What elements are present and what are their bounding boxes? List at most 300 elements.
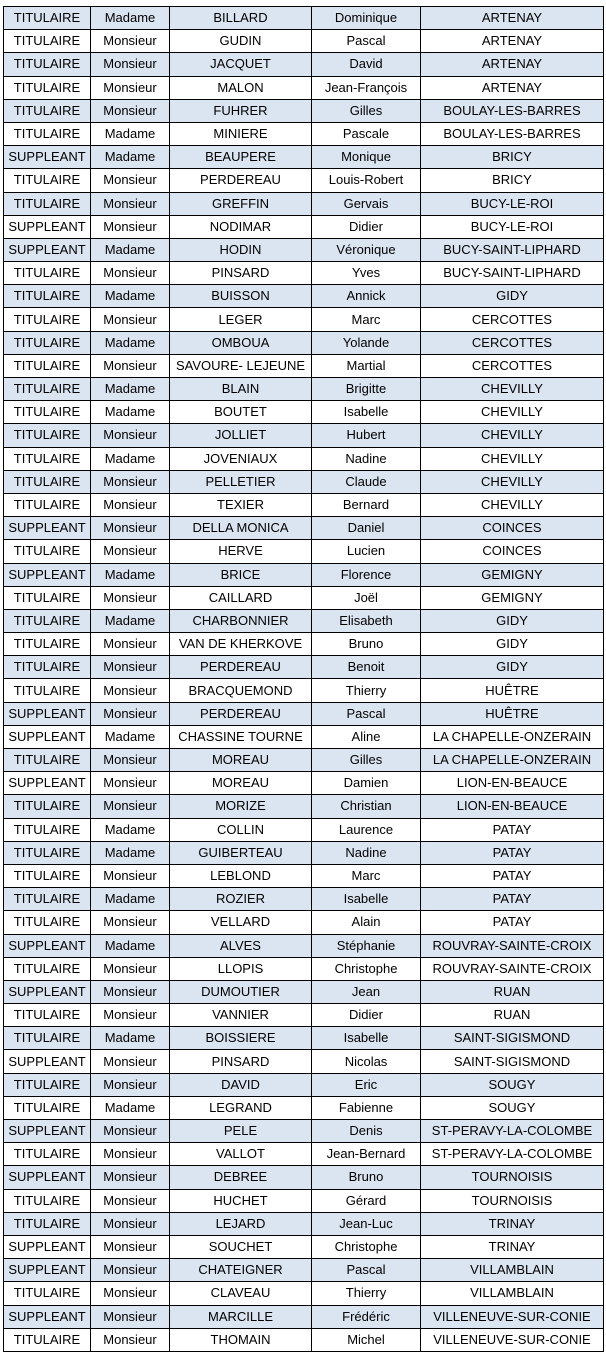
firstname-cell: Nadine: [312, 447, 421, 470]
commune-cell: ARTENAY: [421, 7, 604, 30]
civility-cell: Monsieur: [91, 424, 170, 447]
commune-cell: VILLAMBLAIN: [421, 1259, 604, 1282]
status-cell: TITULAIRE: [4, 586, 91, 609]
status-cell: TITULAIRE: [4, 1073, 91, 1096]
table-row: [4, 285, 604, 308]
surname-cell: JOLLIET: [170, 424, 312, 447]
commune-cell: SOUGY: [421, 1096, 604, 1119]
civility-cell: Madame: [91, 7, 170, 30]
table-row: [4, 122, 604, 145]
firstname-cell: Bruno: [312, 1166, 421, 1189]
firstname-cell: Fabienne: [312, 1096, 421, 1119]
surname-cell: DAVID: [170, 1073, 312, 1096]
surname-cell: BOUTET: [170, 401, 312, 424]
surname-cell: THOMAIN: [170, 1328, 312, 1351]
civility-cell: Monsieur: [91, 1282, 170, 1305]
surname-cell: CHATEIGNER: [170, 1259, 312, 1282]
civility-cell: Madame: [91, 725, 170, 748]
surname-cell: MORIZE: [170, 795, 312, 818]
status-cell: TITULAIRE: [4, 656, 91, 679]
surname-cell: CHARBONNIER: [170, 609, 312, 632]
status-cell: TITULAIRE: [4, 424, 91, 447]
civility-cell: Madame: [91, 122, 170, 145]
firstname-cell: Stéphanie: [312, 934, 421, 957]
surname-cell: CAILLARD: [170, 586, 312, 609]
civility-cell: Monsieur: [91, 1050, 170, 1073]
commune-cell: LA CHAPELLE-ONZERAIN: [421, 725, 604, 748]
surname-cell: BRICE: [170, 563, 312, 586]
status-cell: TITULAIRE: [4, 1004, 91, 1027]
civility-cell: Monsieur: [91, 99, 170, 122]
status-cell: SUPPLEANT: [4, 215, 91, 238]
firstname-cell: Elisabeth: [312, 609, 421, 632]
civility-cell: Madame: [91, 888, 170, 911]
civility-cell: Monsieur: [91, 1073, 170, 1096]
commune-cell: CHEVILLY: [421, 378, 604, 401]
table-row: [4, 609, 604, 632]
surname-cell: BEAUPERE: [170, 146, 312, 169]
commune-cell: TRINAY: [421, 1235, 604, 1258]
firstname-cell: Florence: [312, 563, 421, 586]
surname-cell: LEBLOND: [170, 864, 312, 887]
status-cell: TITULAIRE: [4, 911, 91, 934]
surname-cell: LEJARD: [170, 1212, 312, 1235]
status-cell: SUPPLEANT: [4, 146, 91, 169]
surname-cell: MOREAU: [170, 772, 312, 795]
status-cell: TITULAIRE: [4, 262, 91, 285]
commune-cell: TRINAY: [421, 1212, 604, 1235]
members-table: [3, 6, 604, 1352]
surname-cell: LLOPIS: [170, 957, 312, 980]
commune-cell: RUAN: [421, 1004, 604, 1027]
commune-cell: SAINT-SIGISMOND: [421, 1027, 604, 1050]
commune-cell: VILLAMBLAIN: [421, 1282, 604, 1305]
table-row: [4, 331, 604, 354]
status-cell: TITULAIRE: [4, 192, 91, 215]
surname-cell: BUISSON: [170, 285, 312, 308]
surname-cell: BOISSIERE: [170, 1027, 312, 1050]
firstname-cell: Pascal: [312, 1259, 421, 1282]
firstname-cell: Claude: [312, 470, 421, 493]
table-row: [4, 401, 604, 424]
status-cell: TITULAIRE: [4, 540, 91, 563]
civility-cell: Madame: [91, 378, 170, 401]
surname-cell: PINSARD: [170, 262, 312, 285]
firstname-cell: Jean-Luc: [312, 1212, 421, 1235]
commune-cell: CHEVILLY: [421, 401, 604, 424]
commune-cell: CERCOTTES: [421, 331, 604, 354]
commune-cell: BUCY-LE-ROI: [421, 215, 604, 238]
surname-cell: NODIMAR: [170, 215, 312, 238]
table-row: [4, 1050, 604, 1073]
commune-cell: ROUVRAY-SAINTE-CROIX: [421, 957, 604, 980]
table-row: [4, 1143, 604, 1166]
table-row: [4, 1189, 604, 1212]
firstname-cell: Laurence: [312, 818, 421, 841]
firstname-cell: Marc: [312, 864, 421, 887]
commune-cell: PATAY: [421, 841, 604, 864]
status-cell: SUPPLEANT: [4, 1120, 91, 1143]
civility-cell: Madame: [91, 146, 170, 169]
commune-cell: LION-EN-BEAUCE: [421, 795, 604, 818]
surname-cell: BILLARD: [170, 7, 312, 30]
table-row: [4, 1235, 604, 1258]
firstname-cell: Monique: [312, 146, 421, 169]
surname-cell: VELLARD: [170, 911, 312, 934]
firstname-cell: Martial: [312, 354, 421, 377]
status-cell: TITULAIRE: [4, 331, 91, 354]
civility-cell: Madame: [91, 563, 170, 586]
civility-cell: Monsieur: [91, 702, 170, 725]
civility-cell: Monsieur: [91, 76, 170, 99]
status-cell: TITULAIRE: [4, 841, 91, 864]
surname-cell: JOVENIAUX: [170, 447, 312, 470]
status-cell: TITULAIRE: [4, 818, 91, 841]
firstname-cell: Dominique: [312, 7, 421, 30]
status-cell: SUPPLEANT: [4, 1259, 91, 1282]
surname-cell: SAVOURE- LEJEUNE: [170, 354, 312, 377]
status-cell: SUPPLEANT: [4, 517, 91, 540]
civility-cell: Monsieur: [91, 1328, 170, 1351]
commune-cell: GIDY: [421, 609, 604, 632]
firstname-cell: Bruno: [312, 633, 421, 656]
members-table-body: [4, 7, 604, 1352]
table-row: [4, 238, 604, 261]
table-row: [4, 1073, 604, 1096]
surname-cell: HERVE: [170, 540, 312, 563]
status-cell: SUPPLEANT: [4, 1050, 91, 1073]
surname-cell: DELLA MONICA: [170, 517, 312, 540]
commune-cell: RUAN: [421, 980, 604, 1003]
civility-cell: Monsieur: [91, 169, 170, 192]
civility-cell: Monsieur: [91, 980, 170, 1003]
surname-cell: PELE: [170, 1120, 312, 1143]
civility-cell: Monsieur: [91, 1212, 170, 1235]
table-row: [4, 1120, 604, 1143]
table-row: [4, 378, 604, 401]
surname-cell: MARCILLE: [170, 1305, 312, 1328]
civility-cell: Monsieur: [91, 493, 170, 516]
surname-cell: PERDEREAU: [170, 702, 312, 725]
commune-cell: CHEVILLY: [421, 493, 604, 516]
firstname-cell: Gervais: [312, 192, 421, 215]
surname-cell: CHASSINE TOURNE: [170, 725, 312, 748]
table-row: [4, 424, 604, 447]
status-cell: TITULAIRE: [4, 493, 91, 516]
firstname-cell: Gilles: [312, 749, 421, 772]
commune-cell: PATAY: [421, 888, 604, 911]
firstname-cell: Aline: [312, 725, 421, 748]
surname-cell: PERDEREAU: [170, 656, 312, 679]
commune-cell: BUCY-SAINT-LIPHARD: [421, 238, 604, 261]
surname-cell: HODIN: [170, 238, 312, 261]
table-row: [4, 864, 604, 887]
civility-cell: Monsieur: [91, 633, 170, 656]
commune-cell: ST-PERAVY-LA-COLOMBE: [421, 1120, 604, 1143]
status-cell: TITULAIRE: [4, 609, 91, 632]
civility-cell: Monsieur: [91, 1120, 170, 1143]
firstname-cell: Gérard: [312, 1189, 421, 1212]
firstname-cell: Brigitte: [312, 378, 421, 401]
firstname-cell: Christophe: [312, 957, 421, 980]
status-cell: TITULAIRE: [4, 401, 91, 424]
civility-cell: Monsieur: [91, 1305, 170, 1328]
status-cell: TITULAIRE: [4, 679, 91, 702]
surname-cell: MALON: [170, 76, 312, 99]
firstname-cell: Louis-Robert: [312, 169, 421, 192]
surname-cell: PINSARD: [170, 1050, 312, 1073]
surname-cell: ALVES: [170, 934, 312, 957]
civility-cell: Monsieur: [91, 864, 170, 887]
firstname-cell: Yves: [312, 262, 421, 285]
status-cell: TITULAIRE: [4, 99, 91, 122]
surname-cell: GUIBERTEAU: [170, 841, 312, 864]
civility-cell: Madame: [91, 818, 170, 841]
surname-cell: TEXIER: [170, 493, 312, 516]
commune-cell: COINCES: [421, 540, 604, 563]
table-row: [4, 308, 604, 331]
status-cell: TITULAIRE: [4, 308, 91, 331]
status-cell: TITULAIRE: [4, 1027, 91, 1050]
civility-cell: Madame: [91, 447, 170, 470]
surname-cell: DEBREE: [170, 1166, 312, 1189]
civility-cell: Madame: [91, 331, 170, 354]
status-cell: SUPPLEANT: [4, 1166, 91, 1189]
commune-cell: COINCES: [421, 517, 604, 540]
surname-cell: ROZIER: [170, 888, 312, 911]
status-cell: SUPPLEANT: [4, 725, 91, 748]
firstname-cell: Frédéric: [312, 1305, 421, 1328]
status-cell: TITULAIRE: [4, 633, 91, 656]
firstname-cell: Yolande: [312, 331, 421, 354]
status-cell: SUPPLEANT: [4, 772, 91, 795]
civility-cell: Monsieur: [91, 470, 170, 493]
firstname-cell: Lucien: [312, 540, 421, 563]
firstname-cell: Didier: [312, 215, 421, 238]
civility-cell: Monsieur: [91, 354, 170, 377]
commune-cell: ARTENAY: [421, 53, 604, 76]
civility-cell: Monsieur: [91, 192, 170, 215]
civility-cell: Monsieur: [91, 1004, 170, 1027]
table-row: [4, 1259, 604, 1282]
commune-cell: HUÊTRE: [421, 679, 604, 702]
surname-cell: VAN DE KHERKOVE: [170, 633, 312, 656]
status-cell: TITULAIRE: [4, 1282, 91, 1305]
table-row: [4, 679, 604, 702]
commune-cell: CHEVILLY: [421, 424, 604, 447]
status-cell: TITULAIRE: [4, 888, 91, 911]
firstname-cell: Nicolas: [312, 1050, 421, 1073]
firstname-cell: Nadine: [312, 841, 421, 864]
status-cell: TITULAIRE: [4, 30, 91, 53]
firstname-cell: Annick: [312, 285, 421, 308]
commune-cell: GIDY: [421, 656, 604, 679]
status-cell: SUPPLEANT: [4, 702, 91, 725]
firstname-cell: Jean-François: [312, 76, 421, 99]
table-row: [4, 563, 604, 586]
surname-cell: LEGER: [170, 308, 312, 331]
commune-cell: HUÊTRE: [421, 702, 604, 725]
table-row: [4, 517, 604, 540]
status-cell: TITULAIRE: [4, 378, 91, 401]
table-row: [4, 1212, 604, 1235]
commune-cell: SAINT-SIGISMOND: [421, 1050, 604, 1073]
commune-cell: CHEVILLY: [421, 470, 604, 493]
civility-cell: Monsieur: [91, 1143, 170, 1166]
status-cell: TITULAIRE: [4, 285, 91, 308]
commune-cell: LION-EN-BEAUCE: [421, 772, 604, 795]
firstname-cell: Alain: [312, 911, 421, 934]
firstname-cell: Eric: [312, 1073, 421, 1096]
commune-cell: SOUGY: [421, 1073, 604, 1096]
commune-cell: TOURNOISIS: [421, 1189, 604, 1212]
status-cell: TITULAIRE: [4, 7, 91, 30]
status-cell: SUPPLEANT: [4, 934, 91, 957]
table-row: [4, 30, 604, 53]
commune-cell: VILLENEUVE-SUR-CONIE: [421, 1328, 604, 1351]
status-cell: TITULAIRE: [4, 1212, 91, 1235]
status-cell: TITULAIRE: [4, 1189, 91, 1212]
commune-cell: GIDY: [421, 285, 604, 308]
firstname-cell: Pascal: [312, 702, 421, 725]
status-cell: TITULAIRE: [4, 1096, 91, 1119]
status-cell: TITULAIRE: [4, 76, 91, 99]
civility-cell: Monsieur: [91, 679, 170, 702]
table-row: [4, 215, 604, 238]
commune-cell: TOURNOISIS: [421, 1166, 604, 1189]
table-row: [4, 586, 604, 609]
table-row: [4, 841, 604, 864]
commune-cell: ST-PERAVY-LA-COLOMBE: [421, 1143, 604, 1166]
status-cell: TITULAIRE: [4, 1143, 91, 1166]
surname-cell: BLAIN: [170, 378, 312, 401]
table-row: [4, 99, 604, 122]
surname-cell: SOUCHET: [170, 1235, 312, 1258]
firstname-cell: Daniel: [312, 517, 421, 540]
commune-cell: PATAY: [421, 911, 604, 934]
firstname-cell: Véronique: [312, 238, 421, 261]
commune-cell: CERCOTTES: [421, 308, 604, 331]
firstname-cell: Bernard: [312, 493, 421, 516]
status-cell: TITULAIRE: [4, 122, 91, 145]
table-row: [4, 1027, 604, 1050]
commune-cell: BUCY-LE-ROI: [421, 192, 604, 215]
table-row: [4, 1282, 604, 1305]
surname-cell: VALLOT: [170, 1143, 312, 1166]
firstname-cell: Pascale: [312, 122, 421, 145]
commune-cell: GEMIGNY: [421, 563, 604, 586]
commune-cell: CHEVILLY: [421, 447, 604, 470]
firstname-cell: Thierry: [312, 1282, 421, 1305]
firstname-cell: Marc: [312, 308, 421, 331]
surname-cell: MINIERE: [170, 122, 312, 145]
table-row: [4, 749, 604, 772]
status-cell: TITULAIRE: [4, 169, 91, 192]
table-row: [4, 725, 604, 748]
status-cell: TITULAIRE: [4, 1328, 91, 1351]
civility-cell: Monsieur: [91, 586, 170, 609]
table-row: [4, 818, 604, 841]
civility-cell: Monsieur: [91, 1166, 170, 1189]
table-row: [4, 633, 604, 656]
table-row: [4, 888, 604, 911]
table-row: [4, 1166, 604, 1189]
table-row: [4, 1328, 604, 1351]
surname-cell: COLLIN: [170, 818, 312, 841]
table-row: [4, 795, 604, 818]
surname-cell: OMBOUA: [170, 331, 312, 354]
table-row: [4, 980, 604, 1003]
civility-cell: Monsieur: [91, 53, 170, 76]
table-row: [4, 447, 604, 470]
surname-cell: FUHRER: [170, 99, 312, 122]
status-cell: TITULAIRE: [4, 864, 91, 887]
surname-cell: GUDIN: [170, 30, 312, 53]
table-row: [4, 656, 604, 679]
surname-cell: MOREAU: [170, 749, 312, 772]
firstname-cell: Denis: [312, 1120, 421, 1143]
civility-cell: Madame: [91, 1096, 170, 1119]
table-row: [4, 146, 604, 169]
table-row: [4, 772, 604, 795]
table-row: [4, 1004, 604, 1027]
civility-cell: Monsieur: [91, 656, 170, 679]
firstname-cell: Isabelle: [312, 1027, 421, 1050]
status-cell: TITULAIRE: [4, 354, 91, 377]
commune-cell: BRICY: [421, 169, 604, 192]
surname-cell: PERDEREAU: [170, 169, 312, 192]
surname-cell: HUCHET: [170, 1189, 312, 1212]
firstname-cell: Joël: [312, 586, 421, 609]
commune-cell: ROUVRAY-SAINTE-CROIX: [421, 934, 604, 957]
civility-cell: Monsieur: [91, 215, 170, 238]
commune-cell: BOULAY-LES-BARRES: [421, 122, 604, 145]
surname-cell: GREFFIN: [170, 192, 312, 215]
table-row: [4, 7, 604, 30]
table-row: [4, 262, 604, 285]
civility-cell: Monsieur: [91, 540, 170, 563]
commune-cell: BUCY-SAINT-LIPHARD: [421, 262, 604, 285]
commune-cell: CERCOTTES: [421, 354, 604, 377]
table-row: [4, 540, 604, 563]
status-cell: TITULAIRE: [4, 957, 91, 980]
table-row: [4, 76, 604, 99]
commune-cell: ARTENAY: [421, 76, 604, 99]
commune-cell: BOULAY-LES-BARRES: [421, 99, 604, 122]
table-row: [4, 470, 604, 493]
status-cell: SUPPLEANT: [4, 1305, 91, 1328]
firstname-cell: Isabelle: [312, 401, 421, 424]
civility-cell: Monsieur: [91, 795, 170, 818]
commune-cell: ARTENAY: [421, 30, 604, 53]
civility-cell: Monsieur: [91, 957, 170, 980]
civility-cell: Madame: [91, 1027, 170, 1050]
status-cell: TITULAIRE: [4, 795, 91, 818]
status-cell: TITULAIRE: [4, 749, 91, 772]
firstname-cell: Michel: [312, 1328, 421, 1351]
firstname-cell: David: [312, 53, 421, 76]
civility-cell: Monsieur: [91, 1235, 170, 1258]
firstname-cell: Benoit: [312, 656, 421, 679]
table-row: [4, 169, 604, 192]
firstname-cell: Isabelle: [312, 888, 421, 911]
surname-cell: CLAVEAU: [170, 1282, 312, 1305]
table-row: [4, 957, 604, 980]
surname-cell: JACQUET: [170, 53, 312, 76]
table-row: [4, 1305, 604, 1328]
table-row: [4, 493, 604, 516]
surname-cell: BRACQUEMOND: [170, 679, 312, 702]
